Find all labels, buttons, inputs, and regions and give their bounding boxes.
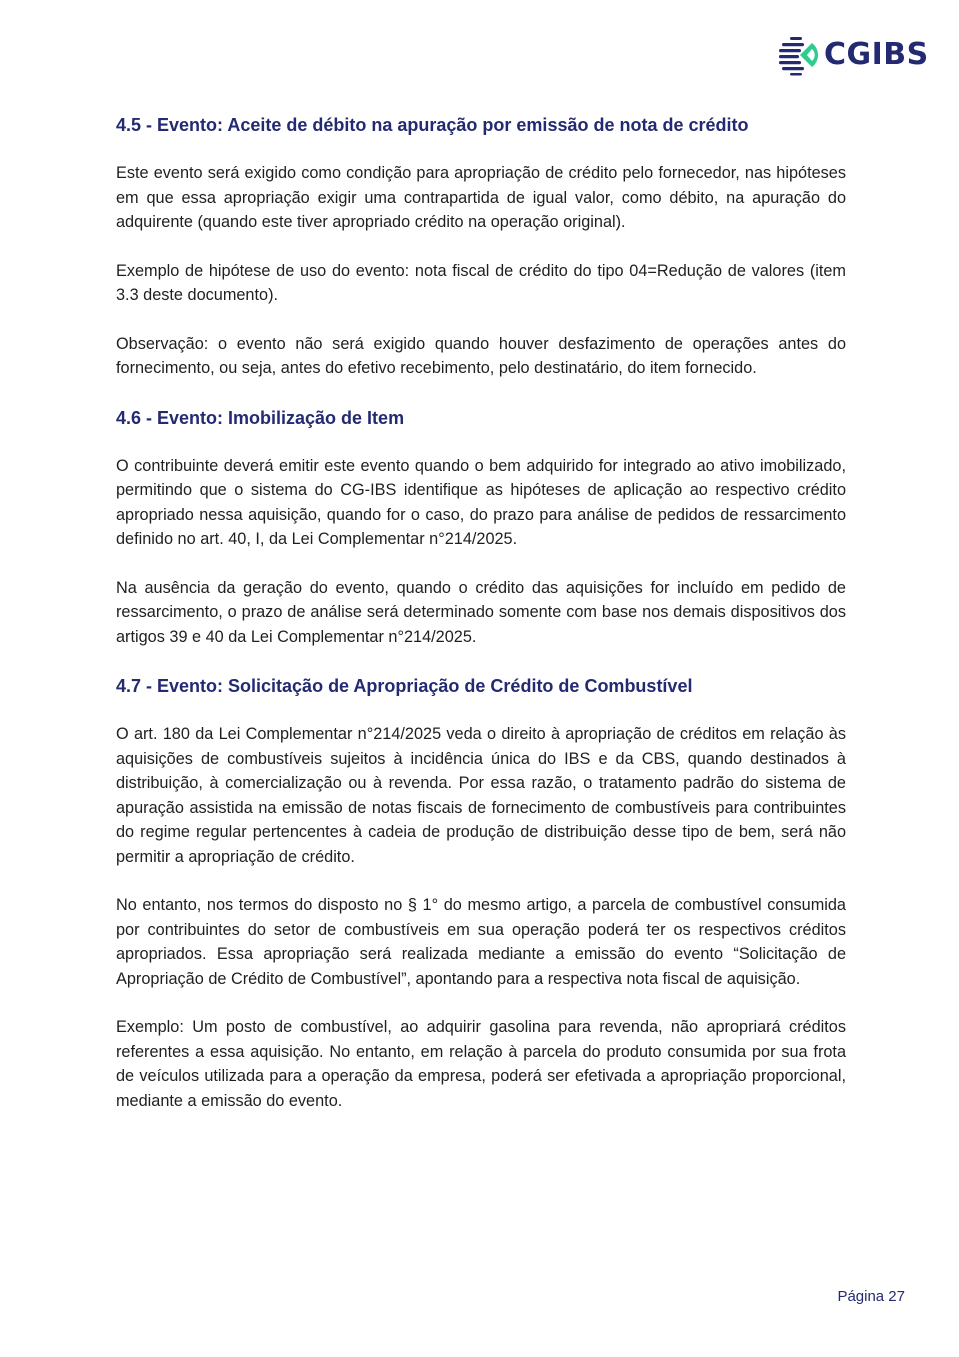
section-heading: 4.5 - Evento: Aceite de débito na apuração por emissão de nota de crédito	[116, 115, 749, 135]
section-4-5	[116, 112, 846, 381]
logo-wordmark: CGIBS	[824, 37, 929, 72]
section-heading: 4.7 - Evento: Solicitação de Apropriação de Crédito de Combustível	[116, 676, 693, 696]
paragraph: Observação: o evento não será exigido quando houver desfazimento de operações antes do fornecimento, ou seja, antes do efetivo recebimento, pelo destinatário, do item fornecido.	[116, 334, 846, 377]
section-4-6	[116, 405, 846, 650]
paragraph: Exemplo: Um posto de combustível, ao adquirir gasolina para revenda, não apropriará créditos referentes a essa aquisição. No entanto, em relação à parcela do produto consumida por sua frota de veículos utilizada para a operação da empresa, poderá ser efetivada a apropriação proporcional, mediante a emissão do evento.	[116, 1018, 846, 1110]
page-number: Página 27	[837, 1288, 905, 1305]
paragraph: Exemplo de hipótese de uso do evento: nota fiscal de crédito do tipo 04=Redução de valores (item 3.3 deste documento).	[116, 261, 846, 304]
cgibs-emblem-icon	[776, 34, 818, 76]
paragraph: O art. 180 da Lei Complementar n°214/2025 veda o direito à apropriação de créditos em relação às aquisições de combustíveis sujeitos à incidência única do IBS e da CBS, quando destinados à distribuição, à comercialização ou à revenda. Por essa razão, o tratamento padrão do sistema de apuração assistida na emissão de notas fiscais de fornecimento de combustíveis para contribuintes do regime regular pertencentes à cadeia de produção de distribuição desse tipo de bem, será não permitir a apropriação de crédito.	[116, 725, 846, 866]
paragraph: O contribuinte deverá emitir este evento quando o bem adquirido for integrado ao ativo imobilizado, permitindo que o sistema do CG-IBS identifique as hipóteses de aplicação ao respectivo crédito apropriado nessa aquisição, quando for o caso, do prazo para análise de pedidos de ressarcimento definido no art. 40, I, da Lei Complementar n°214/2025.	[116, 456, 846, 548]
document-body	[116, 112, 846, 1113]
section-4-7	[116, 673, 846, 1113]
section-heading: 4.6 - Evento: Imobilização de Item	[116, 407, 405, 428]
paragraph: Este evento será exigido como condição para apropriação de crédito pelo fornecedor, nas hipóteses em que essa apropriação exigir uma contrapartida de igual valor, como débito, na apuração do adquirente (quando este tiver apropriado crédito na operação original).	[116, 164, 846, 231]
paragraph: Na ausência da geração do evento, quando o crédito das aquisições for incluído em pedido de ressarcimento, o prazo de análise será determinado somente com base nos demais dispositivos dos artigos 39 e 40 da Lei Complementar n°214/2025.	[116, 578, 846, 646]
paragraph: No entanto, nos termos do disposto no § 1° do mesmo artigo, a parcela de combustível consumida por contribuintes do setor de combustíveis em sua operação poderá ter os respectivos créditos apropriados. Essa apropriação será realizada mediante a emissão do evento “Solicitação de Apropriação de Crédito de Combustível”, apontando para a respectiva nota fiscal de aquisição.	[116, 896, 846, 988]
cgibs-logo	[776, 33, 929, 77]
